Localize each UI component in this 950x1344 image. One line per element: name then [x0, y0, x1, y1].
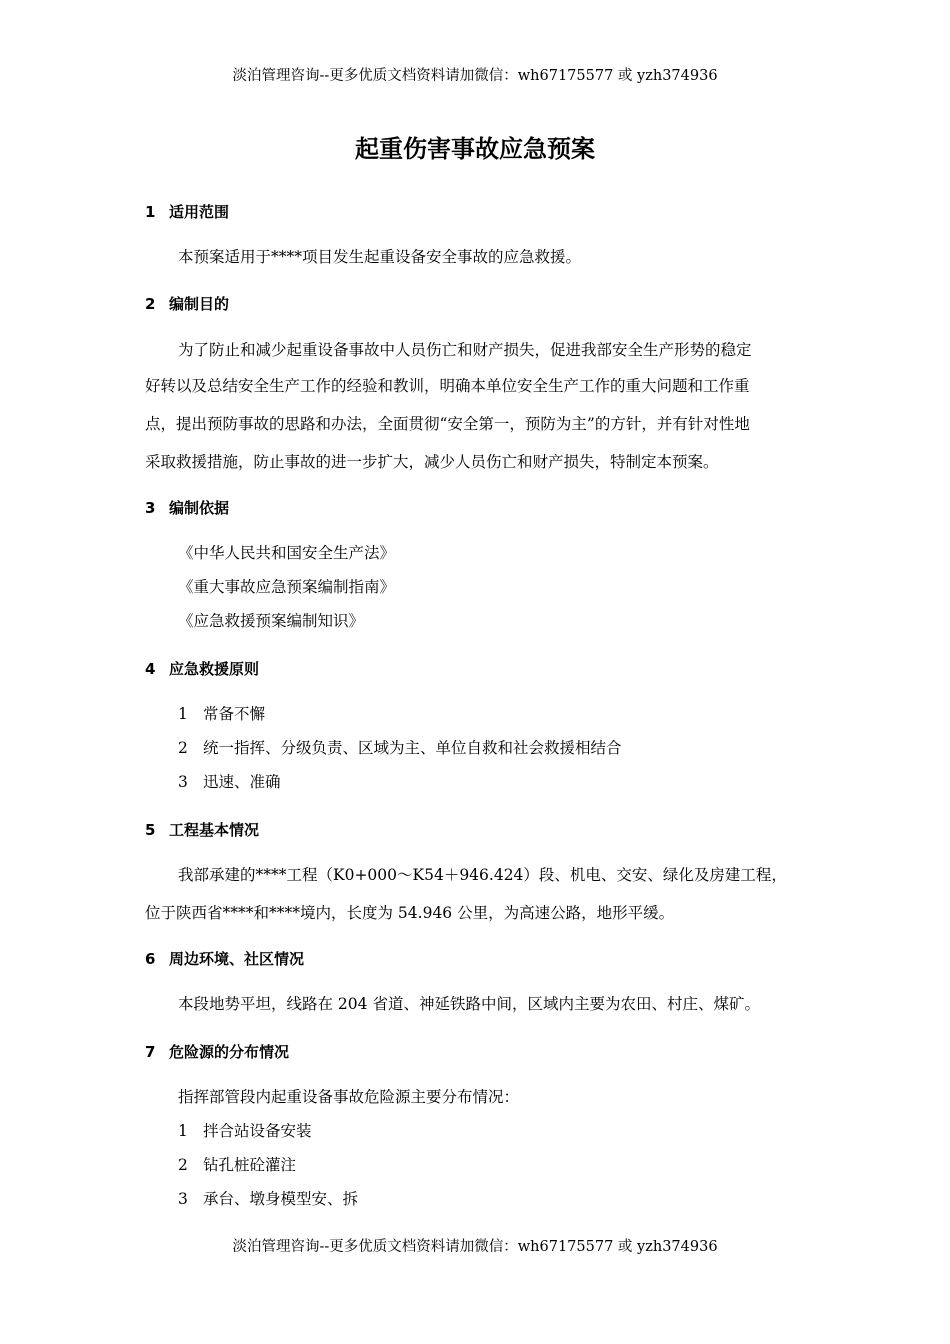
list-item: 1 拌合站设备安装	[178, 1122, 312, 1140]
reference-item: 《应急救援预案编制知识》	[178, 612, 365, 630]
page-header: 淡泊管理咨询--更多优质文档资料请加微信：wh67175577 或 yzh374936	[232, 68, 718, 84]
list-item: 1 常备不懈	[178, 705, 266, 723]
paragraph-line: 本段地势平坦，线路在 204 省道、神延铁路中间，区域内主要为农田、村庄、煤矿。	[178, 995, 760, 1013]
section-heading: 3 编制依据	[145, 499, 230, 517]
list-item: 3 承台、墩身模型安、拆	[178, 1190, 359, 1208]
paragraph-line: 点，提出预防事故的思路和办法，全面贯彻“安全第一，预防为主”的方针，并有针对性地	[145, 415, 750, 433]
page-footer: 淡泊管理咨询--更多优质文档资料请加微信：wh67175577 或 yzh374936	[232, 1239, 718, 1255]
paragraph-line: 我部承建的****工程（K0+000～K54＋946.424）段、机电、交安、绿化及房建工程，	[178, 866, 787, 884]
paragraph-line: 指挥部管段内起重设备事故危险源主要分布情况：	[178, 1088, 520, 1106]
reference-item: 《中华人民共和国安全生产法》	[178, 544, 396, 562]
reference-item: 《重大事故应急预案编制指南》	[178, 578, 396, 596]
paragraph-line: 本预案适用于****项目发生起重设备安全事故的应急救援。	[178, 248, 582, 266]
paragraph-line: 好转以及总结安全生产工作的经验和教训，明确本单位安全生产工作的重大问题和工作重	[145, 377, 750, 395]
paragraph-line: 位于陕西省****和****境内，长度为 54.946 公里，为高速公路，地形平缓。	[145, 904, 675, 922]
list-item: 2 钻孔桩砼灌注	[178, 1156, 297, 1174]
document-title: 起重伤害事故应急预案	[355, 135, 595, 163]
section-heading: 2 编制目的	[145, 295, 230, 313]
section-heading: 7 危险源的分布情况	[145, 1043, 290, 1061]
section-heading: 1 适用范围	[145, 203, 230, 221]
list-item: 2 统一指挥、分级负责、区域为主、单位自救和社会救援相结合	[178, 739, 622, 757]
section-heading: 6 周边环境、社区情况	[145, 950, 305, 968]
paragraph-line: 采取救援措施，防止事故的进一步扩大，减少人员伤亡和财产损失，特制定本预案。	[145, 453, 719, 471]
section-heading: 4 应急救援原则	[145, 660, 260, 678]
list-item: 3 迅速、准确	[178, 773, 281, 791]
section-heading: 5 工程基本情况	[145, 821, 260, 839]
paragraph-line: 为了防止和减少起重设备事故中人员伤亡和财产损失，促进我部安全生产形势的稳定	[178, 341, 752, 359]
